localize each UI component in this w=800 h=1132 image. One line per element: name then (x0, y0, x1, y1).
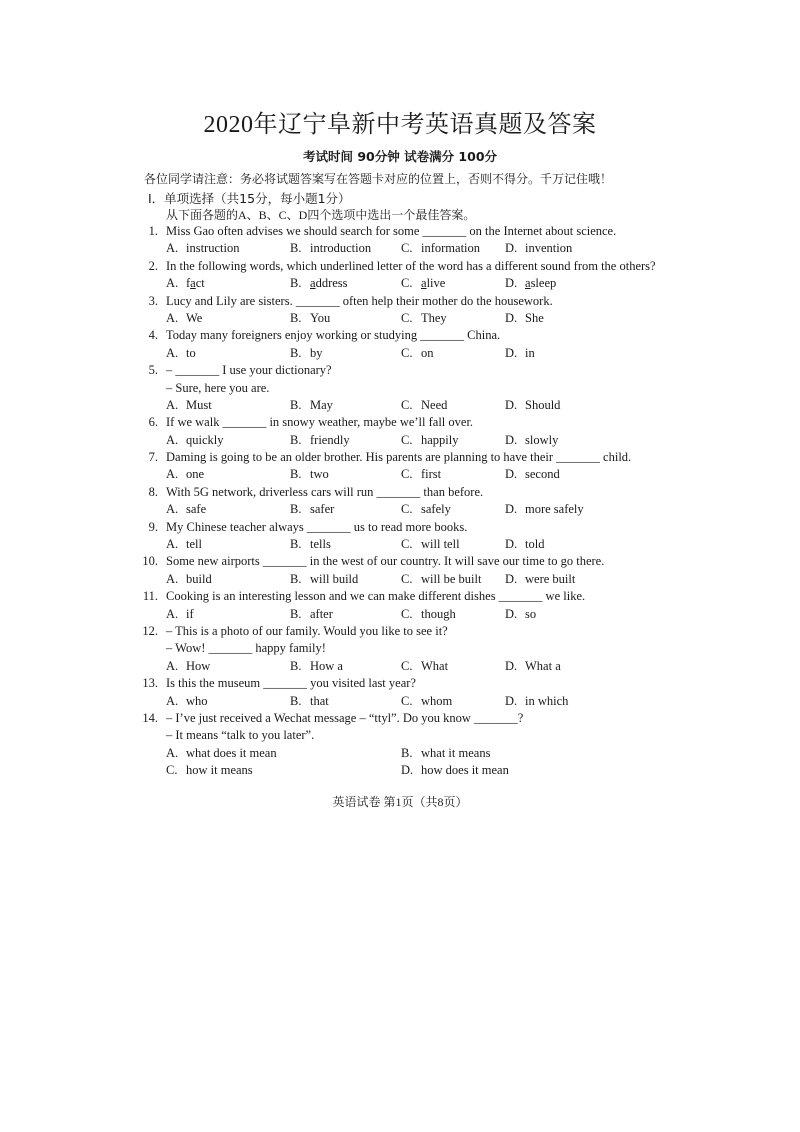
question-line (0, 710, 800, 727)
answer-option (505, 501, 584, 518)
option-text: what it means (421, 745, 491, 760)
question-line (0, 362, 800, 379)
answer-option (166, 693, 208, 710)
answer-option (166, 345, 196, 362)
option-text: second (525, 467, 560, 482)
option-text: so (525, 606, 537, 621)
options-row (0, 658, 800, 675)
answer-option (166, 501, 206, 518)
option-letter: C. (401, 467, 413, 482)
question-number: 14. (142, 710, 158, 725)
question-number: 3. (148, 293, 158, 308)
option-text: that (310, 693, 329, 708)
option-letter: A. (166, 571, 179, 586)
question-list (0, 223, 800, 780)
options-row (0, 275, 800, 292)
option-letter: D. (505, 241, 518, 256)
option-text: They (421, 310, 447, 325)
question-text: Is this the museum _______ you visited last year? (166, 676, 416, 691)
option-text: told (525, 537, 545, 552)
answer-option (401, 501, 451, 518)
option-text: Should (525, 397, 561, 412)
option-text: friendly (310, 432, 350, 447)
option-letter: A. (166, 693, 179, 708)
answer-option (290, 345, 323, 362)
options-row (0, 606, 800, 623)
option-text: what does it mean (186, 745, 277, 760)
option-text: How (186, 658, 211, 673)
option-letter: C. (401, 345, 413, 360)
option-letter: B. (290, 658, 302, 673)
answer-option (505, 693, 568, 710)
option-text: alive (421, 276, 446, 291)
option-letter: B. (290, 606, 302, 621)
exam-info: 考试时间 90分钟 试卷满分 100分 (302, 149, 498, 164)
option-letter: C. (401, 502, 413, 517)
answer-option (290, 275, 348, 292)
option-text: slowly (525, 432, 559, 447)
options-row (0, 762, 800, 779)
option-letter: B. (290, 571, 302, 586)
option-text: were built (525, 571, 576, 586)
options-row (0, 693, 800, 710)
answer-option (401, 310, 447, 327)
question-line (0, 414, 800, 431)
option-text: on (421, 345, 434, 360)
option-text: build (186, 571, 212, 586)
question-line (0, 640, 800, 657)
page-footer: 英语试卷 第1页（共8页） (332, 795, 468, 809)
answer-option (401, 536, 460, 553)
question-number: 8. (148, 484, 158, 499)
question-number: 4. (148, 328, 158, 343)
option-letter: B. (290, 502, 302, 517)
option-text: She (525, 310, 544, 325)
option-letter: C. (401, 571, 413, 586)
option-letter: A. (166, 310, 179, 325)
question-text: Miss Gao often advises we should search for some _______ on the Internet about science. (166, 224, 617, 238)
option-letter: A. (166, 606, 179, 621)
option-text: information (421, 241, 481, 256)
question-text: – I’ve just received a Wechat message – “ttyl”. Do you know _______? (166, 710, 524, 725)
answer-option (505, 466, 560, 483)
options-row (0, 501, 800, 518)
question-number: 9. (148, 519, 158, 534)
option-letter: B. (290, 241, 302, 256)
option-letter: B. (290, 310, 302, 325)
option-text: in which (525, 693, 569, 708)
option-text: will be built (421, 571, 482, 586)
options-row (0, 397, 800, 414)
section-instructions: 从下面各题的A、B、C、D四个选项中选出一个最佳答案。 (166, 208, 476, 222)
option-letter: C. (401, 276, 413, 291)
question-number: 6. (148, 415, 158, 430)
question-number: 10. (142, 554, 158, 569)
notice-text: 各位同学请注意：务必将试题答案写在答题卡对应的位置上，否则不得分。千万记住哦！ (144, 172, 613, 186)
option-text: happily (421, 432, 459, 447)
answer-option (290, 397, 333, 414)
option-text: address (310, 276, 348, 291)
answer-option (290, 693, 329, 710)
answer-option (505, 432, 558, 449)
answer-option (290, 432, 350, 449)
options-row (0, 432, 800, 449)
option-text: will build (310, 571, 359, 586)
option-text: quickly (186, 432, 224, 447)
question-text: – _______ I use your dictionary? (166, 363, 332, 378)
option-letter: D. (505, 310, 518, 325)
question-number: 2. (148, 258, 158, 273)
answer-option (290, 606, 333, 623)
option-letter: C. (401, 606, 413, 621)
option-text: How a (310, 658, 343, 673)
question-line (0, 484, 800, 501)
option-letter: B. (290, 467, 302, 482)
option-text: though (421, 606, 456, 621)
option-letter: D. (505, 502, 518, 517)
option-letter: D. (505, 658, 518, 673)
question-text: – Sure, here you are. (166, 380, 270, 395)
answer-option (166, 536, 202, 553)
answer-option (401, 466, 441, 483)
answer-option (166, 275, 205, 292)
answer-option (166, 397, 212, 414)
answer-option (166, 466, 204, 483)
answer-option (505, 606, 536, 623)
answer-option (166, 240, 239, 257)
answer-option (401, 397, 447, 414)
question-text: Lucy and Lily are sisters. _______ often help their mother do the housework. (166, 293, 553, 308)
question-text: Cooking is an interesting lesson and we can make different dishes _______ we like. (166, 589, 586, 604)
answer-option (290, 658, 343, 675)
answer-option (166, 762, 253, 779)
answer-option (505, 345, 535, 362)
option-letter: B. (290, 537, 302, 552)
option-letter: D. (505, 276, 518, 291)
question-number: 12. (142, 623, 158, 638)
answer-option (290, 466, 329, 483)
option-letter: B. (401, 745, 413, 760)
option-text: how does it mean (421, 763, 509, 778)
option-letter: A. (166, 397, 179, 412)
option-letter: D. (505, 693, 518, 708)
option-text: one (186, 467, 205, 482)
option-text: Must (186, 397, 212, 412)
option-letter: A. (166, 241, 179, 256)
option-text: We (186, 310, 203, 325)
option-letter: C. (401, 241, 413, 256)
question-text: Some new airports _______ in the west of our country. It will save our time to go there. (166, 554, 605, 569)
option-letter: A. (166, 537, 179, 552)
answer-option (401, 432, 459, 449)
page-title: 2020年辽宁阜新中考英语真题及答案 (203, 112, 597, 138)
question-text: – This is a photo of our family. Would you like to see it? (166, 623, 448, 638)
answer-option (505, 571, 575, 588)
answer-option (401, 571, 481, 588)
option-text: after (310, 606, 333, 621)
option-text: first (421, 467, 442, 482)
question-text: Today many foreigners enjoy working or studying _______ China. (166, 328, 501, 343)
question-line (0, 727, 800, 744)
answer-option (401, 606, 456, 623)
option-text: who (186, 693, 208, 708)
option-letter: C. (401, 432, 413, 447)
question-line (0, 223, 800, 240)
option-text: asleep (525, 276, 557, 291)
option-letter: D. (505, 345, 518, 360)
answer-option (505, 275, 556, 292)
option-letter: A. (166, 432, 179, 447)
option-text: more safely (525, 502, 584, 517)
option-text: in (525, 345, 535, 360)
question-line (0, 623, 800, 640)
option-letter: D. (505, 571, 518, 586)
option-text: to (186, 345, 196, 360)
options-row (0, 536, 800, 553)
option-text: safe (186, 502, 207, 517)
options-row (0, 571, 800, 588)
option-letter: A. (166, 276, 179, 291)
answer-option (505, 536, 544, 553)
option-text: What a (525, 658, 561, 673)
question-number: 11. (142, 589, 158, 604)
question-line (0, 449, 800, 466)
option-letter: C. (401, 537, 413, 552)
question-number: 1. (148, 224, 158, 238)
option-text: tell (186, 537, 202, 552)
answer-option (401, 345, 434, 362)
question-line (0, 327, 800, 344)
answer-option (401, 693, 452, 710)
question-text: – Wow! _______ happy family! (166, 641, 326, 656)
section-title: Ⅰ．单项选择（共15分，每小题1分） (148, 191, 351, 206)
option-text: safer (310, 502, 335, 517)
question-text: My Chinese teacher always _______ us to read more books. (166, 519, 468, 534)
option-letter: D. (505, 397, 518, 412)
option-text: will tell (421, 537, 460, 552)
question-number: 5. (148, 363, 158, 378)
option-letter: C. (401, 693, 413, 708)
option-letter: B. (290, 345, 302, 360)
answer-option (166, 432, 224, 449)
answer-option (401, 240, 480, 257)
option-text: What (421, 658, 449, 673)
answer-option (166, 310, 202, 327)
option-text: May (310, 397, 333, 412)
answer-option (290, 310, 330, 327)
option-text: how it means (186, 763, 253, 778)
answer-option (401, 275, 445, 292)
option-text: whom (421, 693, 453, 708)
option-letter: D. (505, 432, 518, 447)
options-row (0, 240, 800, 257)
option-text: safely (421, 502, 451, 517)
option-text: invention (525, 241, 573, 256)
option-text: fact (186, 276, 205, 291)
answer-option (505, 397, 560, 414)
question-text: If we walk _______ in snowy weather, maybe we’ll fall over. (166, 415, 474, 430)
question-line (0, 258, 800, 275)
option-text: Need (421, 397, 448, 412)
options-row (0, 345, 800, 362)
answer-option (401, 658, 448, 675)
question-text: With 5G network, driverless cars will run _______ than before. (166, 484, 484, 499)
question-line (0, 519, 800, 536)
question-number: 13. (142, 676, 158, 691)
question-text: – It means “talk to you later”. (166, 728, 315, 743)
option-letter: B. (290, 693, 302, 708)
answer-option (290, 501, 334, 518)
answer-option (290, 240, 371, 257)
answer-option (505, 240, 572, 257)
option-text: if (186, 606, 194, 621)
option-letter: B. (290, 397, 302, 412)
option-letter: A. (166, 658, 179, 673)
option-letter: A. (166, 745, 179, 760)
options-row (0, 466, 800, 483)
answer-option (401, 762, 509, 779)
option-text: tells (310, 537, 331, 552)
option-letter: B. (290, 276, 302, 291)
answer-option (290, 571, 358, 588)
options-row (0, 310, 800, 327)
question-line (0, 588, 800, 605)
option-letter: D. (401, 763, 414, 778)
question-text: Daming is going to be an older brother. His parents are planning to have their _______ child. (166, 450, 632, 465)
question-number: 7. (148, 450, 158, 465)
answer-option (166, 658, 210, 675)
question-line (0, 553, 800, 570)
option-letter: B. (290, 432, 302, 447)
answer-option (166, 745, 277, 762)
option-letter: A. (166, 502, 179, 517)
answer-option (505, 658, 561, 675)
question-line (0, 675, 800, 692)
answer-option (166, 606, 194, 623)
option-text: by (310, 345, 323, 360)
answer-option (401, 745, 490, 762)
question-line (0, 293, 800, 310)
option-letter: D. (505, 606, 518, 621)
question-line (0, 380, 800, 397)
option-text: instruction (186, 241, 240, 256)
option-letter: A. (166, 345, 179, 360)
option-letter: C. (401, 397, 413, 412)
answer-option (290, 536, 331, 553)
option-text: You (310, 310, 331, 325)
question-text: In the following words, which underlined letter of the word has a different sound from the others? (166, 258, 656, 273)
options-row (0, 745, 800, 762)
option-letter: D. (505, 537, 518, 552)
option-letter: C. (166, 763, 178, 778)
answer-option (505, 310, 544, 327)
option-letter: C. (401, 658, 413, 673)
answer-option (166, 571, 212, 588)
option-letter: A. (166, 467, 179, 482)
option-letter: C. (401, 310, 413, 325)
option-text: two (310, 467, 329, 482)
option-letter: D. (505, 467, 518, 482)
option-text: introduction (310, 241, 372, 256)
